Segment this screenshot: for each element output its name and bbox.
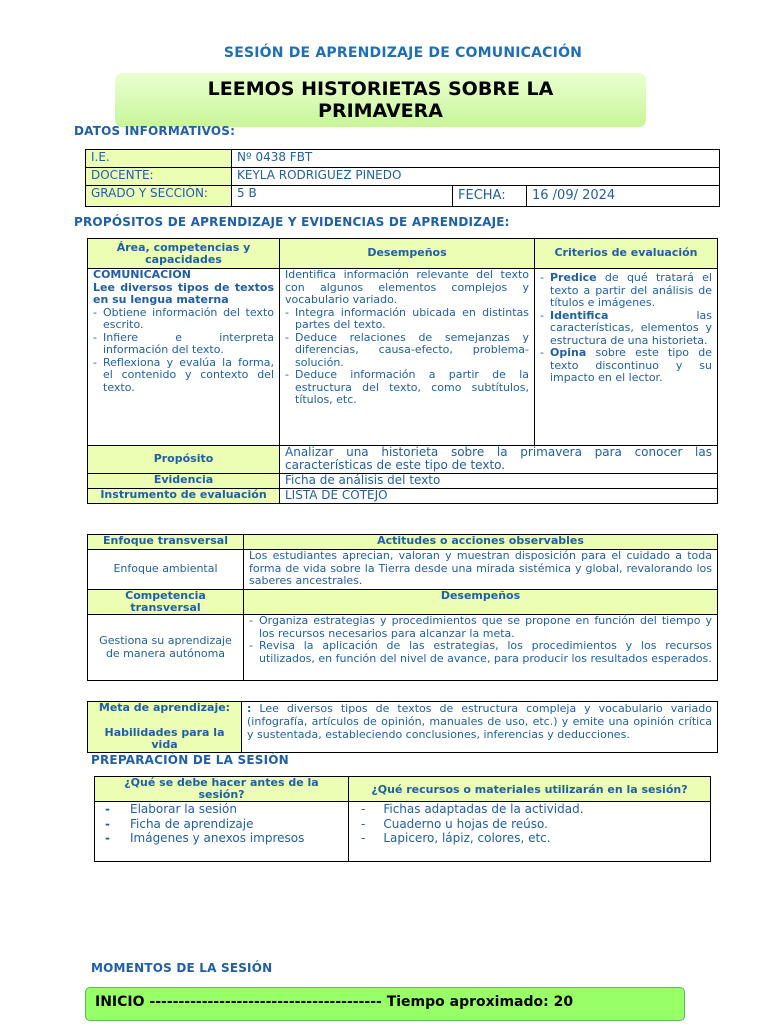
desempenos-list — [285, 307, 529, 407]
instrumento-label: Instrumento de evaluación — [88, 489, 280, 504]
session-title-line1: LEEMOS HISTORIETAS SOBRE LA — [207, 78, 554, 100]
antes-item: - Imágenes y anexos impresos — [105, 831, 305, 845]
recurso-item: - Cuaderno u hojas de reúso. — [361, 816, 548, 831]
competencia-transversal: Gestiona su aprendizaje de manera autónoma — [88, 615, 244, 681]
docente-label: DOCENTE: — [86, 168, 232, 186]
antes-item: - Elaborar la sesión — [105, 802, 237, 816]
propositos-table — [87, 238, 718, 504]
criterio-text: las características, elementos y estructura de una historieta. — [550, 308, 712, 347]
capacidades-list — [93, 307, 274, 395]
evidencia-value: Ficha de análisis del texto — [280, 474, 718, 489]
criterios-cell — [535, 269, 718, 446]
preparacion-heading: PREPARACIÓN DE LA SESIÓN — [91, 753, 289, 767]
propositos-heading: PROPÓSITOS DE APRENDIZAJE Y EVIDENCIAS DE APRENDIZAJE: — [74, 215, 510, 229]
desempeno-intro: Identifica información relevante del texto con algunos elementos complejos y vocabulario variado. — [285, 268, 529, 306]
grado-value: 5 B — [232, 186, 453, 207]
fecha-label: FECHA: — [453, 186, 527, 207]
recursos-cell — [349, 802, 711, 862]
antes-item: - Ficha de aprendizaje — [105, 816, 254, 831]
antes-header: ¿Qué se debe hacer antes de la sesión? — [95, 777, 349, 802]
actitudes-header: Actitudes o acciones observables — [244, 535, 718, 550]
meta-text: Lee diversos tipos de textos de estructura compleja y vocabulario variado (infografía, artículos de opinión, manuales de uso, etc.) y emite una opinión crítica y sustentada, estableciendo conclusiones, inferencias y deducciones. — [247, 702, 712, 741]
preparacion-table — [94, 776, 711, 862]
criterios-list — [540, 272, 712, 385]
recurso-item: - Fichas adaptadas de la actividad. — [361, 802, 584, 816]
meta-labels — [88, 702, 242, 753]
criterio-verb: Opina — [550, 346, 587, 359]
meta-colon: : — [247, 702, 252, 715]
desempenos-transversal-cell — [244, 615, 718, 681]
desempeno-item: - Integra información ubicada en distintas partes del texto. — [285, 307, 529, 332]
competencia-name: Lee diversos tipos de textos en su lengua materna — [93, 280, 274, 306]
enfoque-table — [87, 534, 718, 681]
capacidad-item: - Infiere e interpreta información del texto. — [93, 332, 274, 357]
desempeno-transversal-item: - Revisa la aplicación de las estrategias, los procedimientos y los recursos utilizados, en función del nivel de avance, para producir los resultados esperados. — [249, 640, 712, 665]
meta-table — [87, 701, 718, 753]
actitud-text: Los estudiantes aprecian, valoran y muestran disposición para el cuidado a toda forma de vida sobre la Tierra desde una mirada sistémica y global, revalorando los saberes ancestrales. — [244, 550, 718, 590]
datos-heading: DATOS INFORMATIVOS: — [74, 124, 236, 138]
area-cell — [88, 269, 280, 446]
antes-cell — [95, 802, 349, 862]
criterio-item — [540, 272, 712, 310]
fecha-value: 16 /09/ 2024 — [527, 186, 720, 207]
session-title — [115, 78, 646, 122]
desempenos-header: Desempeños — [244, 590, 718, 615]
proposito-label: Propósito — [88, 446, 280, 474]
criterio-verb: Predice — [550, 271, 597, 284]
desempenos-transversal-list — [249, 615, 712, 665]
criterio-text: sobre este tipo de texto discontinuo y su impacto en el lector. — [550, 346, 712, 384]
criterio-text: de qué tratará el texto a partir del análisis de títulos e imágenes. — [550, 271, 712, 309]
proposito-value: Analizar una historieta sobre la primavera para conocer las características de este tipo de texto. — [280, 446, 718, 474]
session-title-line2: PRIMAVERA — [318, 100, 443, 122]
capacidad-item: - Obtiene información del texto escrito. — [93, 307, 274, 332]
desempeno-item: - Deduce relaciones de semejanzas y diferencias, causa-efecto, problema-solución. — [285, 332, 529, 370]
desempenos-cell — [280, 269, 535, 446]
meta-text-cell — [242, 702, 718, 753]
recurso-item: - Lapicero, lápiz, colores, etc. — [361, 831, 551, 845]
evidencia-label: Evidencia — [88, 474, 280, 489]
desempeno-item: - Deduce información a partir de la estructura del texto, como subtítulos, títulos, etc. — [285, 369, 529, 407]
ie-value: Nº 0438 FBT — [232, 150, 720, 168]
habilidades-label: Habilidades para la vida — [104, 725, 225, 751]
area-name: COMUNICACIÓN — [93, 268, 191, 281]
criterio-item — [540, 310, 712, 348]
competencia-header: Competencia transversal — [88, 590, 244, 615]
recursos-header: ¿Qué recursos o materiales utilizarán en la sesión? — [349, 777, 711, 802]
desempeno-transversal-item: - Organiza estrategias y procedimientos que se propone en función del tiempo y los recursos necesarios para alcanzar la meta. — [249, 615, 712, 640]
enfoque-name: Enfoque ambiental — [88, 550, 244, 590]
docente-value: KEYLA RODRIGUEZ PINEDO — [232, 168, 720, 186]
datos-table — [85, 149, 720, 207]
ie-label: I.E. — [86, 150, 232, 168]
grado-label: GRADO Y SECCIÓN: — [86, 186, 232, 207]
capacidad-item: - Reflexiona y evalúa la forma, el contenido y contexto del texto. — [93, 357, 274, 395]
col-desempenos-header: Desempeños — [280, 239, 535, 269]
col-criterios-header: Criterios de evaluación — [535, 239, 718, 269]
inicio-text: INICIO ---------------------------------------- Tiempo aproximado: 20 — [95, 994, 574, 1010]
momentos-heading: MOMENTOS DE LA SESIÓN — [91, 961, 273, 975]
meta-label: Meta de aprendizaje: — [98, 701, 231, 714]
col-area-header: Área, competencias y capacidades — [88, 239, 280, 269]
enfoque-header: Enfoque transversal — [88, 535, 244, 550]
instrumento-value: LISTA DE COTEJO — [280, 489, 718, 504]
document-title: SESIÓN DE APRENDIZAJE DE COMUNICACIÓN — [223, 45, 583, 61]
criterio-item — [540, 347, 712, 385]
criterio-verb: Identifica — [550, 308, 609, 322]
